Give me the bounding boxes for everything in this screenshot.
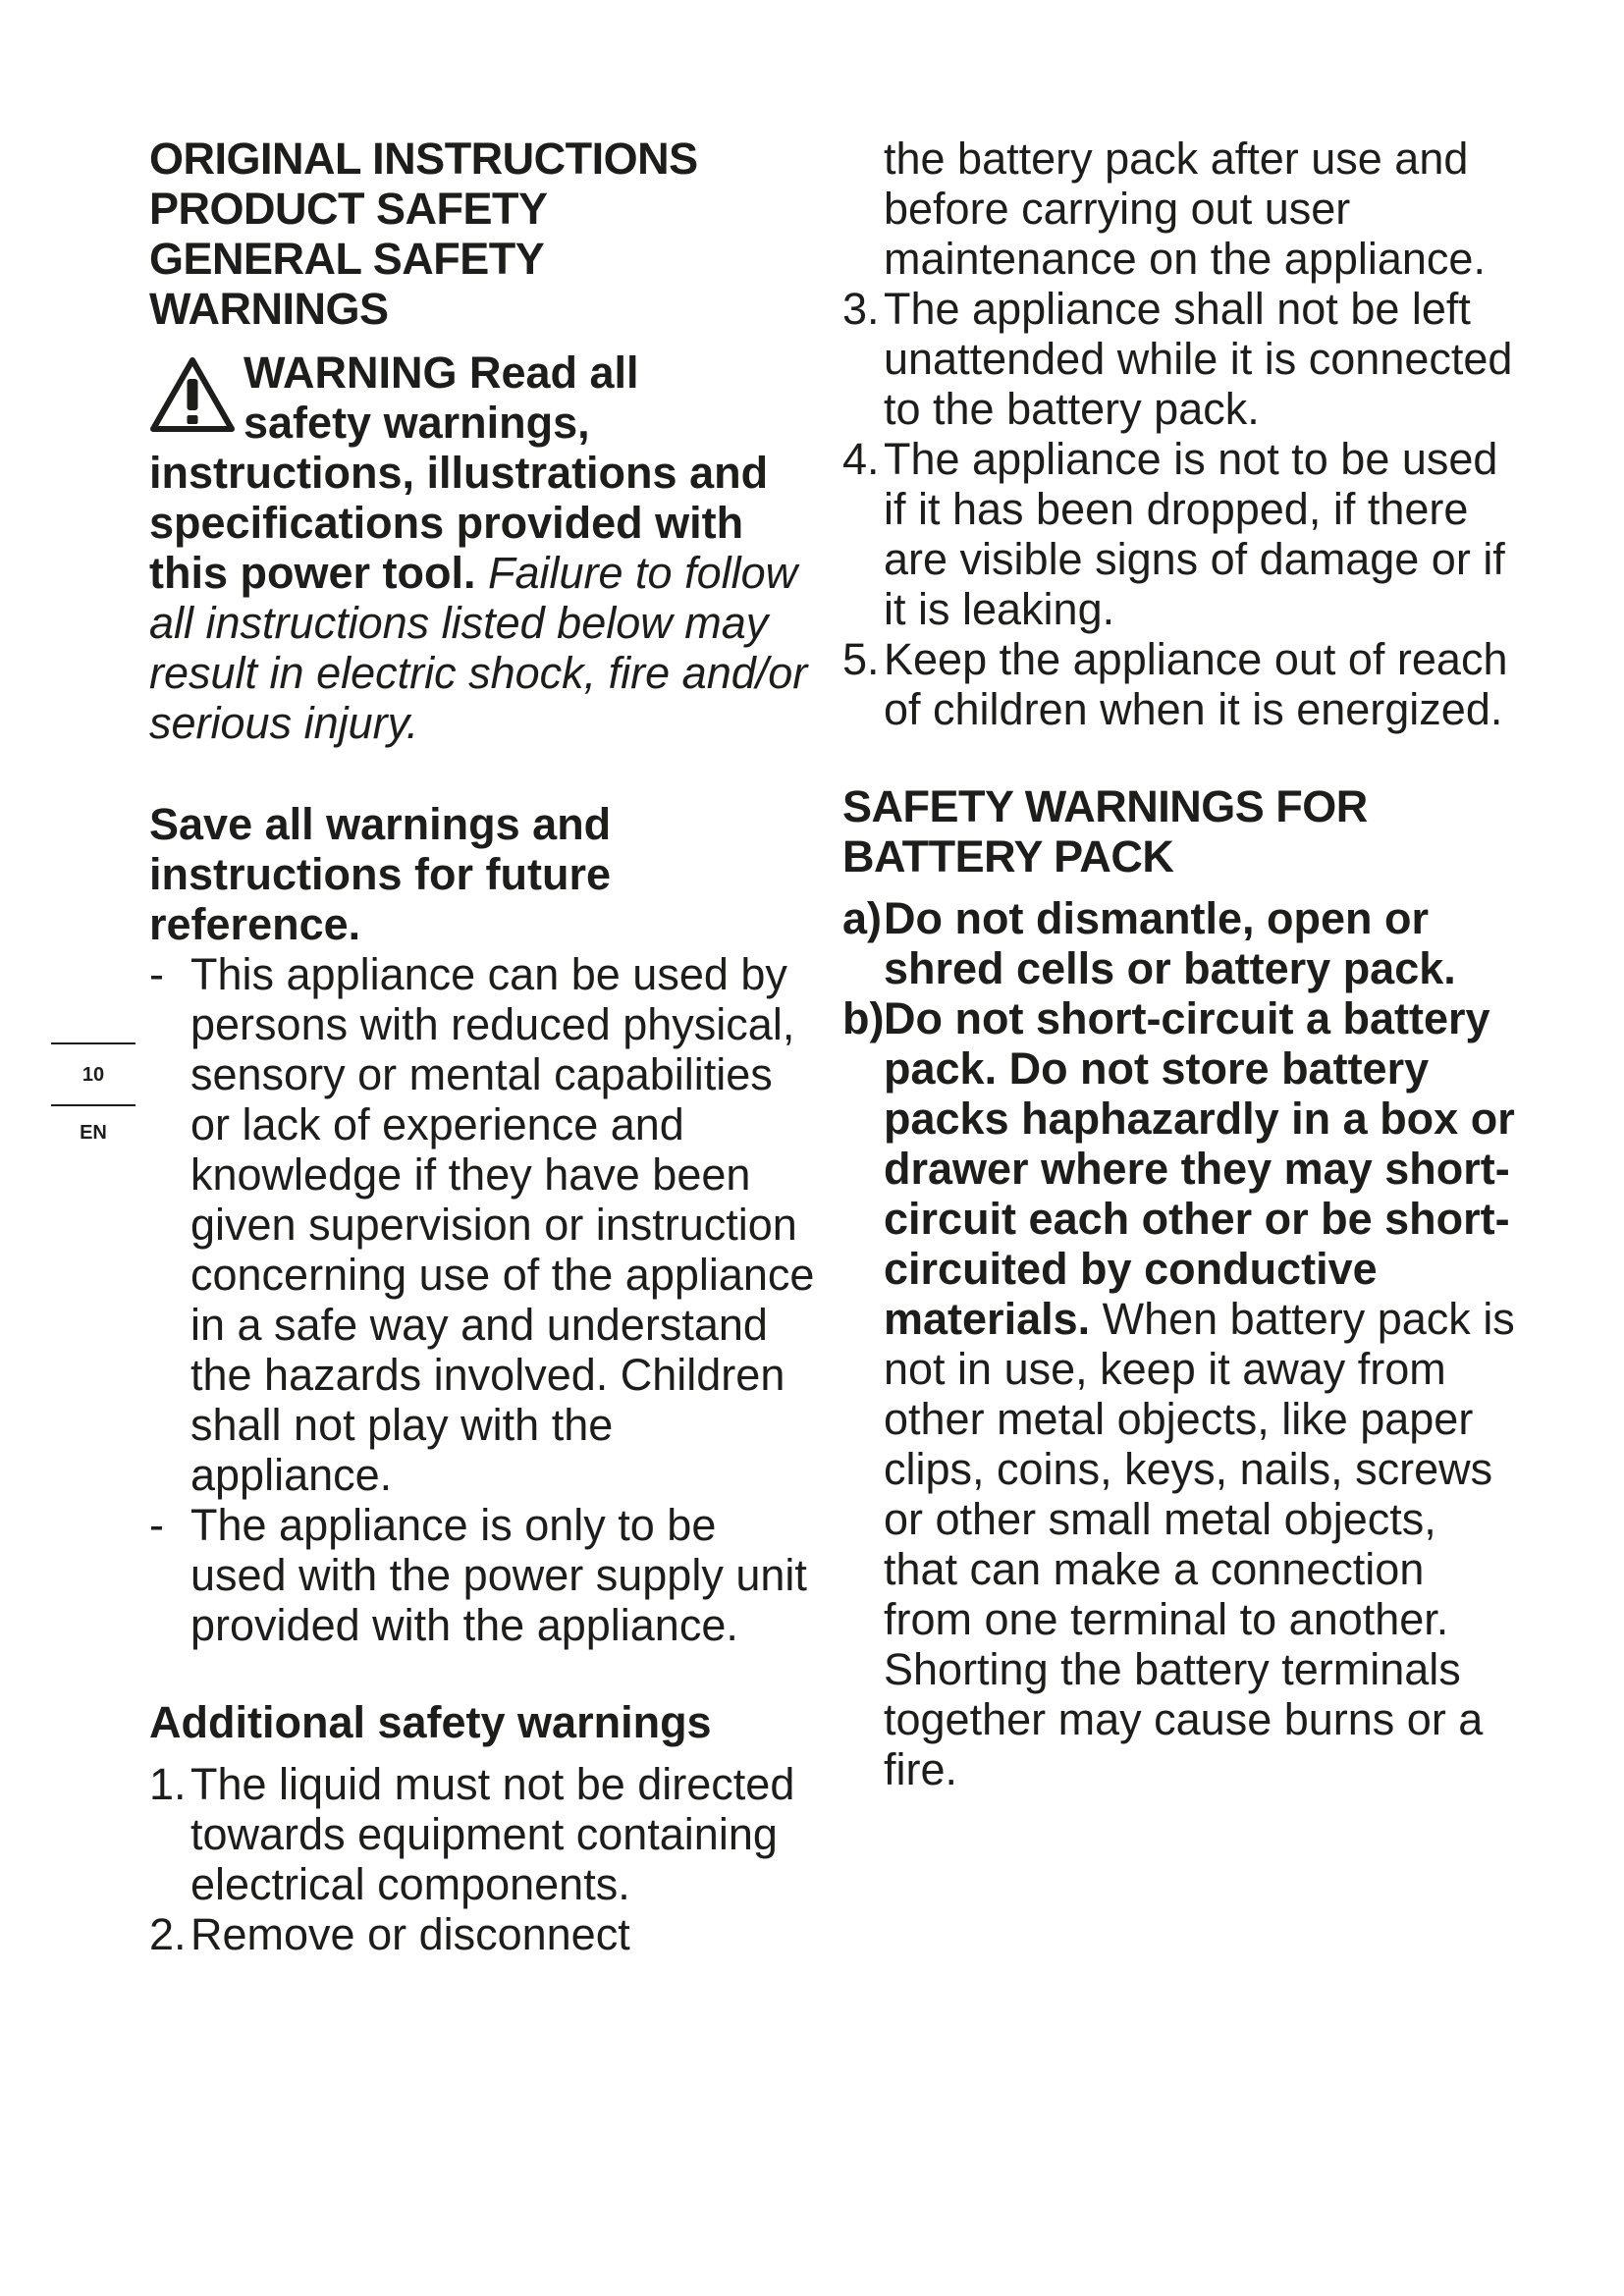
list-item [149,1500,817,1650]
battery-warnings-heading: SAFETY WARNINGS FOR BATTERY PACK [842,781,1368,881]
list-item [842,434,1520,634]
list-item [842,893,1520,993]
warning-paragraph [149,448,817,748]
continued-text: the battery pack after use and before carrying out user maintenance on the appliance. [884,133,1486,284]
additional-warnings-heading: Additional safety warnings [149,1697,712,1747]
warning-triangle-icon [149,355,236,434]
heading-line: ORIGINAL INSTRUCTIONS [149,133,698,184]
language-code: EN [80,1122,107,1144]
heading-line: PRODUCT SAFETY [149,184,548,234]
list-number: 2. [149,1909,187,1959]
list-item-text: The appliance shall not be left unattended while it is connected to the battery pack. [884,284,1513,434]
list-item [842,634,1520,734]
main-heading [149,133,817,334]
marker-rule-bottom [51,1104,135,1106]
list-number: 5. [842,634,880,684]
warning-block [149,347,817,748]
list-letter: b) [842,993,885,1043]
list-number: 1. [149,1759,187,1809]
page-number: 10 [81,1064,105,1086]
list-item-text: The appliance is not to be used if it has been dropped, if there are visible signs of damage or if it is leaking. [884,434,1505,634]
warning-bold-text: instructions, illustrations and specifications provided with this power tool. [149,448,769,598]
list-item [842,284,1520,434]
list-item-text [884,993,1520,1794]
list-letter: a) [842,893,883,943]
list-item-bold-text: Do not short-circuit a battery pack. Do not store battery packs haphazardly in a box or drawer where they may short-circuit each other or be short-circuited by conductive materials. [884,993,1515,1344]
heading-line: GENERAL SAFETY [149,234,545,284]
list-item [842,993,1520,1794]
list-bullet: - [149,1500,164,1550]
list-number: 3. [842,284,880,334]
list-item-text: This appliance can be used by persons with reduced physical, sensory or mental capabilities or lack of experience and knowledge if they have been given supervision or instruction concerning use of the appliance in a safe way and understand the hazards involved. Children shall not play with the appliance. [190,949,815,1500]
list-item-text [884,893,1520,993]
list-item-text: Remove or disconnect [190,1909,630,1959]
list-item-text: The appliance is only to be used with the power supply unit provided with the appliance. [190,1500,807,1650]
warning-line-2: safety warnings, [244,398,590,448]
list-item-normal-text: When battery pack is not in use, keep it away from other metal objects, like paper clips, coins, keys, nails, screws or other small metal objects, that can make a connection from one terminal to another. Shorting the battery terminals together may cause burns or a fire. [884,1294,1515,1794]
warning-italic-text: Failure to follow all instructions listed below may result in electric shock, fire and/or serious injury. [149,548,808,748]
list-item-bold-text: Do not dismantle, open or shred cells or battery pack. [884,893,1456,993]
list-bullet: - [149,949,164,999]
save-instructions-heading: Save all warnings and instructions for future reference. [149,799,612,949]
right-column [842,133,1520,1794]
list-number: 4. [842,434,880,484]
list-item [149,1909,817,1959]
list-item-text: The liquid must not be directed towards equipment containing electrical components. [190,1759,795,1909]
warning-line-1: WARNING Read all [244,347,639,398]
list-item-text: Keep the appliance out of reach of children when it is energized. [884,634,1508,734]
marker-rule-top [51,1042,135,1044]
list-item [149,1759,817,1909]
heading-line: WARNINGS [149,284,389,334]
left-column [149,133,817,1959]
list-item [149,949,817,1500]
page-marker [51,1042,135,1145]
